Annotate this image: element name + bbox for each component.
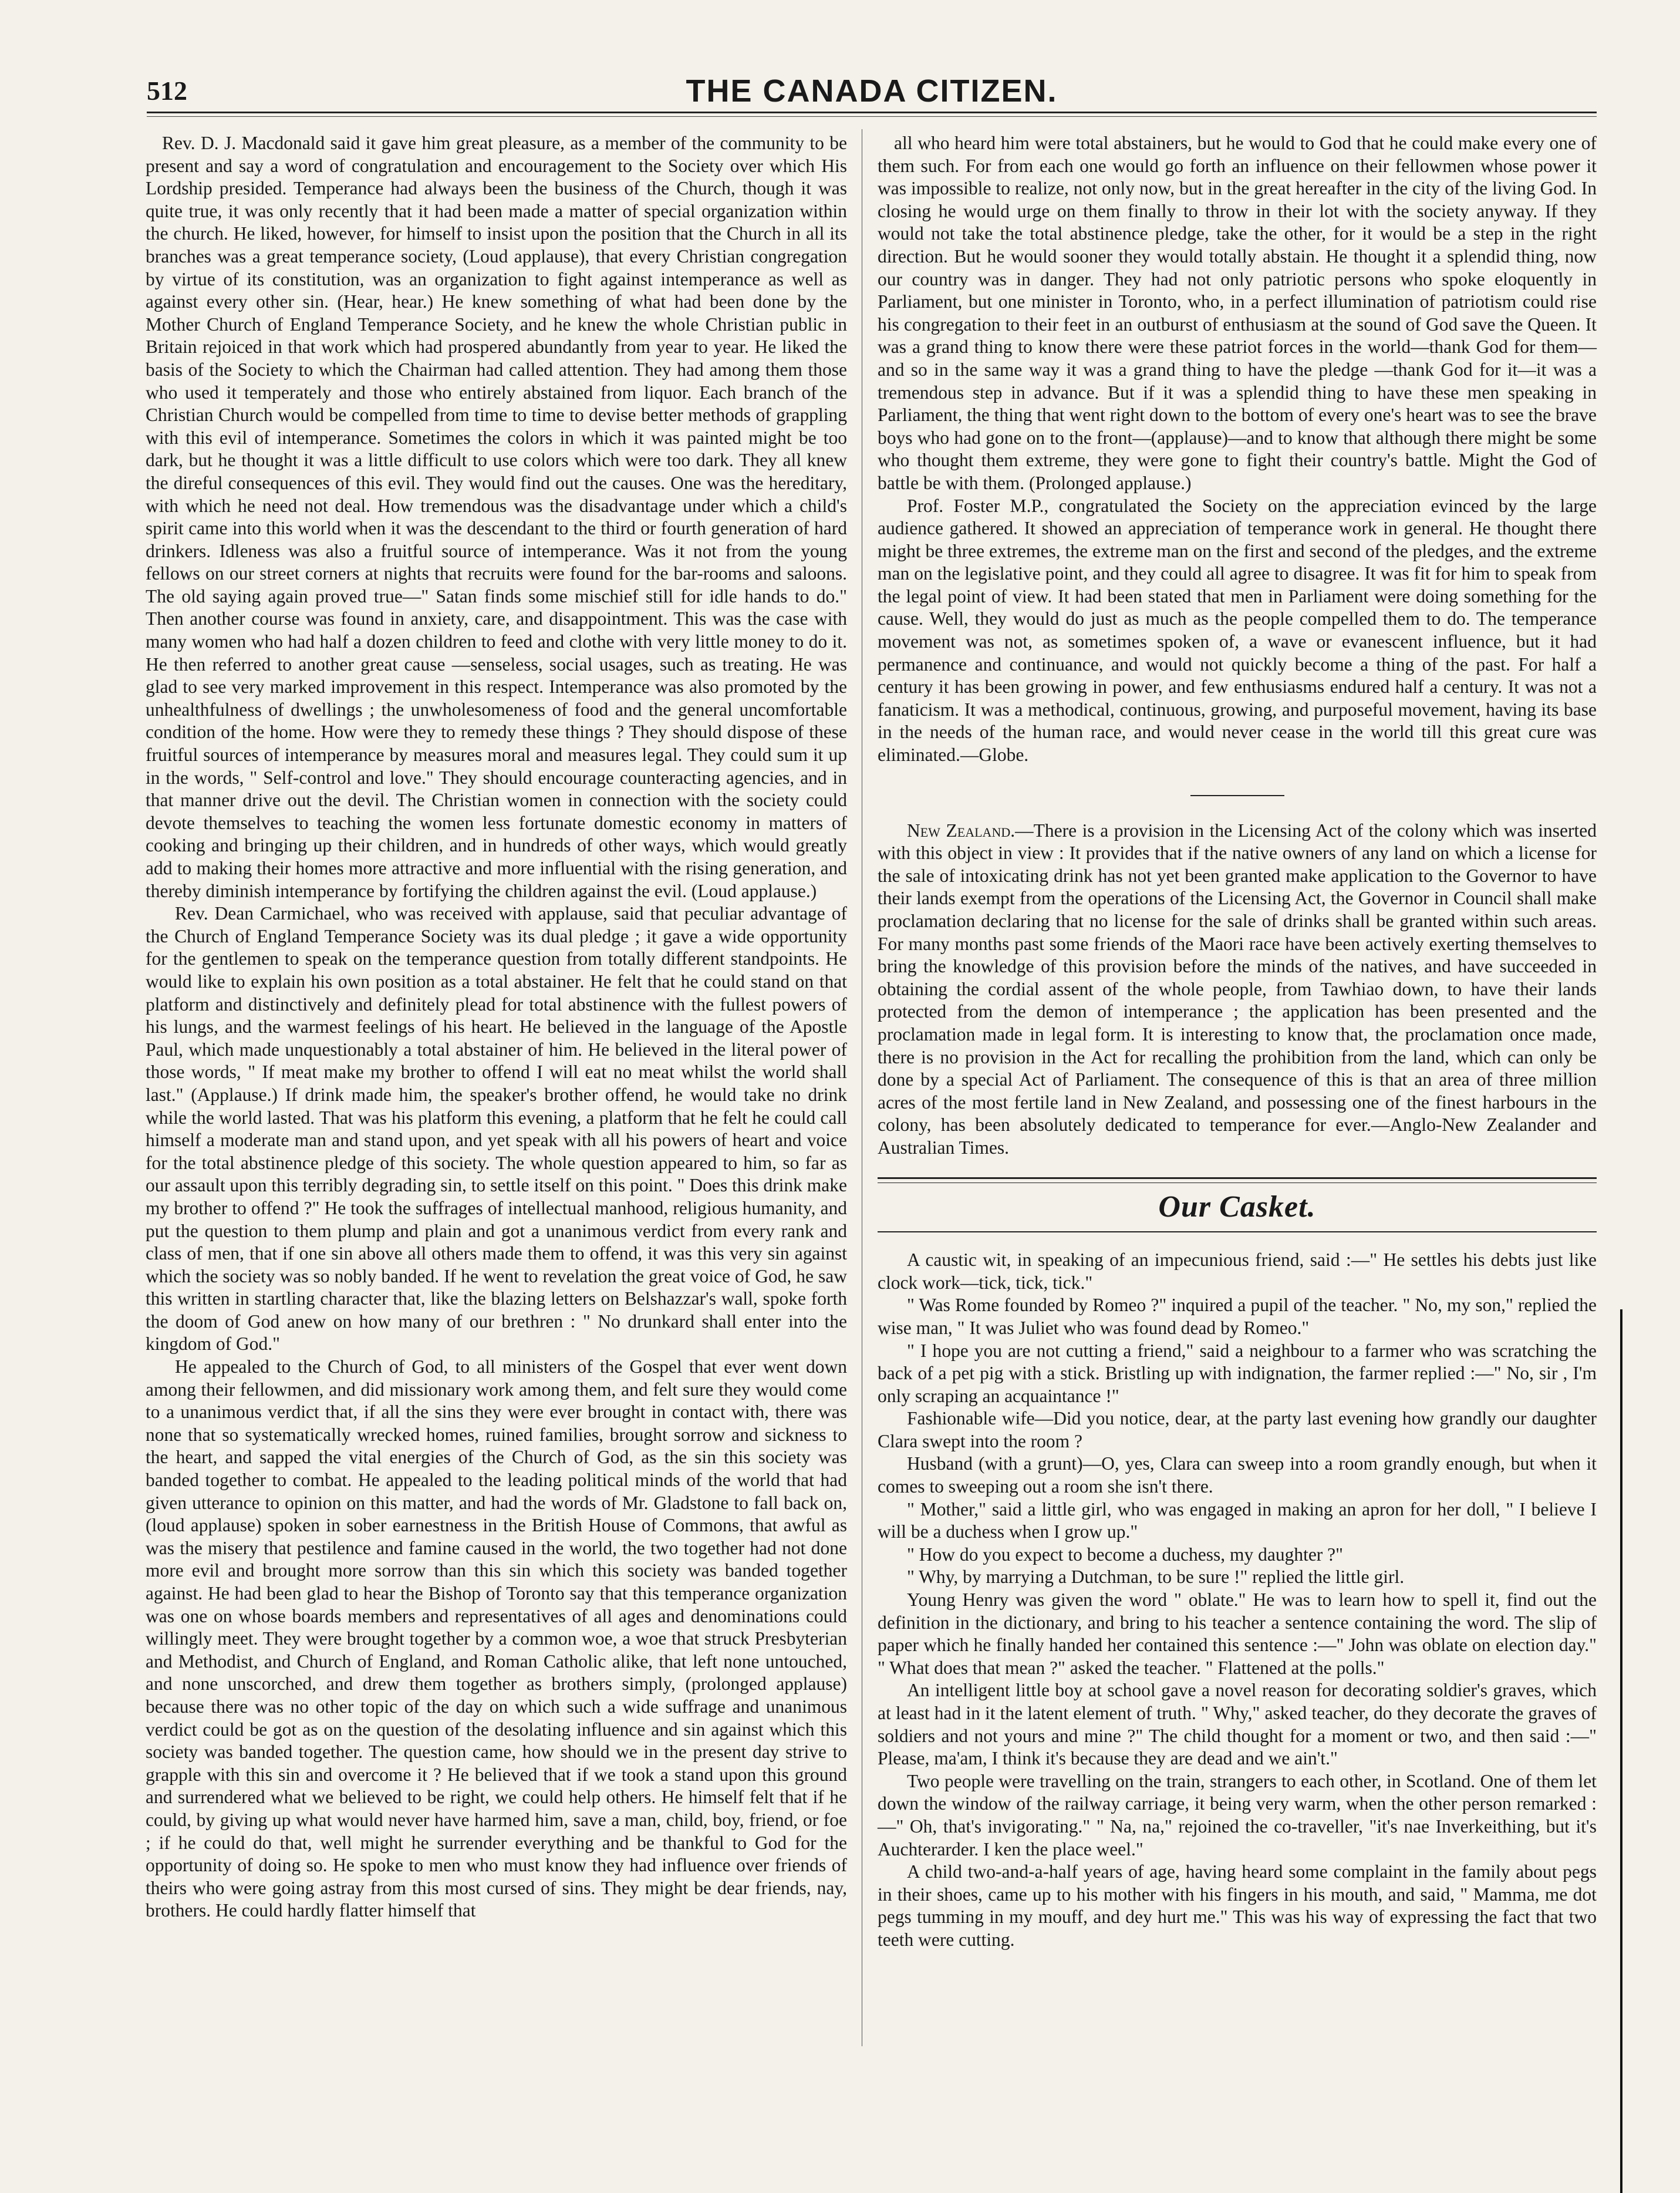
left-column	[146, 132, 847, 2164]
casket-item: " Mother," said a little girl, who was engaged in making an apron for her doll, " I believe I will be a duchess when I grow up."	[878, 1498, 1597, 1542]
casket-item: " How do you expect to become a duchess, my daughter ?"	[907, 1544, 1344, 1565]
page-header	[147, 70, 1597, 113]
casket-item: Two people were travelling on the train, strangers to each other, in Scotland. One of them let down the window of the railway carriage, it being very warm, when the other person remarked :—" Oh, that's invigorating." " Na, na," rejoined the co-traveller, "it's nae Inverkeithing, but it's Auchterarder. I ken the place weel."	[878, 1770, 1597, 1859]
page-edge-rule	[1620, 1309, 1622, 2193]
casket-item: " I hope you are not cutting a friend," said a neighbour to a farmer who was scratching the back of a pet pig with a stick. Bristling up with indignation, the farmer replied :—" No, sir , I'm only scraping an acquaintance !"	[878, 1340, 1597, 1406]
article-paragraph: Rev. D. J. Macdonald said it gave him great pleasure, as a member of the community to be present and say a word of congratulation and encouragement to the Society over which His Lordship presided. Temperance had always been the business of the Church, though it was quite true, it was only recently that it had been made a matter of special organization within the church. He liked, however, for himself to insist upon the position that the Church in all its branches was a great temperance society, (Loud applause), that every Christian congregation by virtue of its constitution, was an organization to fight against intemperance as well as against every other sin. (Hear, hear.) He knew something of what had been done by the Mother Church of England Temperance Society, and he knew the whole Christian public in Britain rejoiced in that work which had prospered abundantly from year to year. He liked the basis of the Society to which the Chairman had called attention. They had among them those who used it temperately and those who entirely abstained from liquor. Each branch of the Christian Church would be compelled from time to time to devise better methods of grappling with this evil of intemperance. Sometimes the colors in which it was painted might be too dark, but he thought it was a little difficult to use colors which were too dark. They all knew the direful consequences of this evil. They would find out the causes. One was the hereditary, with which he need not deal. How tremendous was the disadvantage under which a child's spirit came into this world when it was the descendant to the third or fourth generation of hard drinkers. Idleness was also a fruitful source of intemperance. Was it not from the young fellows on our street corners at nights that recruits were found for the bar-rooms and saloons. The old saying again proved true—" Satan finds some mischief still for idle hands to do." Then another course was found in anxiety, care, and disappointment. This was the case with many women who had half a dozen children to feed and clothe with very little money to do it. He then referred to another great cause —senseless, social usages, such as treating. He was glad to see very marked improvement in this respect. Intemperance was also promoted by the unhealthfulness of dwellings ; the unwholesomeness of food and the general uncomfortable condition of the home. How were they to remedy these things ? They should dispose of these fruitful sources of intemperance by measures moral and measures legal. They could sum it up in the words, " Self-control and love." They should encourage counteracting agencies, and in that manner drive out the devil. The Christian women in connection with the society could devote themselves to teaching the women less fortunate domestic economy in matters of cooking and bringing up their children, and in hundreds of other ways, which would greatly add to making their homes more attractive and more influential with the rising generation, and thereby diminish intemperance by fortifying the children against the evil. (Loud applause.)	[146, 133, 847, 901]
casket-item: An intelligent little boy at school gave a novel reason for decorating soldier's graves, which at least had in it the latent element of truth. " Why," asked teacher, do they decorate the graves of soldiers and not yours and mine ?" The child thought for a moment or two, and then said :—" Please, ma'am, I think it's because they are dead and we ain't."	[878, 1680, 1597, 1769]
casket-item: " Was Rome founded by Romeo ?" inquired a pupil of the teacher. " No, my son," replied the wise man, " It was Juliet who was found dead by Romeo."	[878, 1295, 1597, 1338]
article-body: —There is a provision in the Licensing Act of the colony which was inserted with this object in view : It provides that if the native owners of any land on which a license for the sale of intoxicating drink has not yet been granted make application to the Governor to have their lands exempt from the operations of the Licensing Act, the Governor in Council shall make proclamation declaring that no license for the sale of drinks shall be granted within such areas. For many months past some friends of the Maori race have been actively exerting themselves to bring the knowledge of this provision before the minds of the natives, and have succeeded in obtaining the cordial assent of the whole people, from Tawhiao down, to have their lands protected from the demon of intemperance ; the application has been presented and the proclamation made in legal form. It is interesting to know that, the proclamation once made, there is no provision in the Act for recalling the prohibition from the land, which can only be done by a special Act of Parliament. The consequence of this is that an area of three million acres of the most fertile land in New Zealand, and possessing one of the finest harbours in the colony, has been absolutely dedicated to temperance for ever.—Anglo-New Zealander and Australian Times.	[878, 820, 1597, 1158]
new-zealand-article	[878, 820, 1597, 1160]
right-column	[878, 132, 1597, 2099]
casket-item: Husband (with a grunt)—O, yes, Clara can sweep into a room grandly enough, but when it comes to sweeping out a room she isn't there.	[878, 1453, 1597, 1497]
casket-item: Young Henry was given the word " oblate." He was to learn how to spell it, find out the definition in the dictionary, and bring to his teacher a sentence containing the word. The slip of paper which he finally handed her contained this sentence :—" John was oblate on election day." " What does that mean ?" asked the teacher. " Flattened at the polls."	[878, 1589, 1597, 1678]
section-heading: Our Casket.	[1158, 1190, 1316, 1224]
header-rule	[147, 116, 1597, 117]
article-paragraph: He appealed to the Church of God, to all ministers of the Gospel that ever went down among their fellowmen, and did missionary work among them, and felt sure they would come to a unanimous verdict that, if all the sins they were ever brought in contact with, there was none that so systematically wrecked homes, ruined families, brought sorrow and sickness to the heart, and sapped the vital energies of the Church of God, as the sin this society was banded together to combat. He appealed to the leading political minds of the world that had given utterance to opinion on this matter, and had the words of Mr. Gladstone to fall back on, (loud applause) spoken in sober earnestness in the British House of Commons, that awful as was the misery that pestilence and famine caused in the world, the two together had not done more evil and brought more sorrow than this sin which this society was banded together against. He had been glad to hear the Bishop of Toronto say that this temperance organization was one on whose boards members and representatives of all ages and denominations could willingly meet. They were brought together by a common woe, a woe that struck Presbyterian and Methodist, and Church of England, and Roman Catholic alike, that left none untouched, and none unscorched, and drew them together as brothers simply, (prolonged applause) because there was no other topic of the day on which such a wide suffrage and unanimous verdict could be got as on the question of the desolating influence and sin against which this society was banded together. The question came, how should we in the present day strive to grapple with this sin and overcome it ? He believed that if we took a stand upon this ground and surrendered what we believed to be right, we could help others. He himself felt that if he could, by giving up what would never have harmed him, save a man, child, boy, friend, or foe ; if he could do that, well might he surrender everything and be thankful to God for the opportunity of doing so. He spoke to men who must know they had influence over friends of theirs who were going astray from this most cursed of sins. They might be dear friends, nay, brothers. He could hardly flatter himself that	[146, 1356, 847, 1921]
article-lead: New Zealand.	[907, 820, 1016, 841]
casket-item: Fashionable wife—Did you notice, dear, at the party last evening how grandly our daughter Clara swept into the room ?	[878, 1408, 1597, 1451]
casket-item: " Why, by marrying a Dutchman, to be sure !" replied the little girl.	[907, 1567, 1405, 1588]
article-paragraph: Rev. Dean Carmichael, who was received with applause, said that peculiar advantage of the Church of England Temperance Society was its dual pledge ; it gave a wide opportunity for the gentlemen to speak on the temperance question from totally different standpoints. He would like to explain his own position as a total abstainer. He felt that he could stand on that platform and distinctively and definitely plead for total abstinence with the fullest powers of his lungs, and the warmest feelings of his heart. He believed in the language of the Apostle Paul, which made unquestionably a total abstainer of him. He believed in the literal power of those words, " If meat make my brother to offend I will eat no meat whilst the world shall last." (Applause.) If drink made him, the speaker's brother offend, he would take no drink while the world lasted. That was his platform this evening, a platform that he felt he could call himself a moderate man and stand upon, and yet speak with all his powers of heart and voice for the total abstinence pledge of this society. The whole question appeared to him, so far as our assault upon this terribly degrading sin, to settle itself on this point. " Does this drink make my brother to offend ?" He took the suffrages of intellectual manhood, religious humanity, and put the question to them plump and plain and got a unanimous verdict from every rank and class of men, that if one sin above all others made them to offend, it was this very sin against which the society was so nobly banded. If he went to revelation the great voice of God, he saw this written in startling character that, like the blazing letters on Belshazzar's wall, spoke forth the doom of God anew on how many of our brethren : " No drunkard shall enter into the kingdom of God."	[146, 903, 847, 1355]
article-paragraph: Prof. Foster M.P., congratulated the Society on the appreciation evinced by the large audience gathered. It showed an appreciation of temperance work in general. He thought there might be three extremes, the extreme man on the first and second of the pledges, and the extreme man on the legislative point, and they could all agree to disagree. It was fit for him to speak from the legal point of view. It had been stated that men in Parliament were doing something for the cause. Well, they would do just as much as the people compelled them to do. The temperance movement was not, as sometimes spoken of, a wave or evanescent influence, but it had permanence and continuance, and would not quickly become a thing of the past. For half a century it has been growing in power, and few enthusiasms endured half a century. It was not a fanaticism. It was a methodical, continuous, growing, and purposeful movement, having its base in the needs of the human race, and would never cease in the world till this great cure was eliminated.—Globe.	[878, 495, 1597, 766]
casket-item: A child two-and-a-half years of age, having heard some complaint in the family about pegs in their shoes, came up to his mother with his fingers in his mouth, and said, " Mamma, me dot pegs tumming in my mouff, and dey hurt me." This was his way of expressing the fact that two teeth were cutting.	[878, 1861, 1597, 1950]
article-separator	[1190, 795, 1284, 796]
casket-item: A caustic wit, in speaking of an impecunious friend, said :—" He settles his debts just like clock work—tick, tick, tick."	[878, 1249, 1597, 1293]
section-rule	[878, 1177, 1597, 1179]
page-number: 512	[147, 76, 187, 106]
heading-rule	[878, 1231, 1597, 1232]
article-paragraph: all who heard him were total abstainers, but he would to God that he could make every one of them such. For from each one would go forth an influence on their fellowmen whose power it was impossible to realize, not only now, but in the great hereafter in the city of the living God. In closing he would urge on them finally to throw in their lot with the society anyway. If they would not take the total abstinence pledge, take the other, for it would be a step in the right direction. But he would sooner they would totally abstain. He thought it a splendid thing, now our country was in danger. They had not only patriotic persons who spoke eloquently in Parliament, but one minister in Toronto, who, in a perfect illumination of patriotism could rise his congregation to their feet in an outburst of enthusiasm at the sound of God save the Queen. It was a grand thing to know there were these patriot forces in the world—thank God for them—and so in the same way it was a grand thing to have the pledge —thank God for it—it was a tremendous step in advance. But if it was a splendid thing to have these men speaking in Parliament, the thing that went right down to the bottom of every one's heart was to see the brave boys who had gone on to the front—(applause)—and to know that although there might be some who thought them extreme, they were gone to fight their country's battle. Might the God of battle be with them. (Prolonged applause.)	[878, 133, 1597, 493]
newspaper-title: THE CANADA CITIZEN.	[686, 73, 1058, 109]
